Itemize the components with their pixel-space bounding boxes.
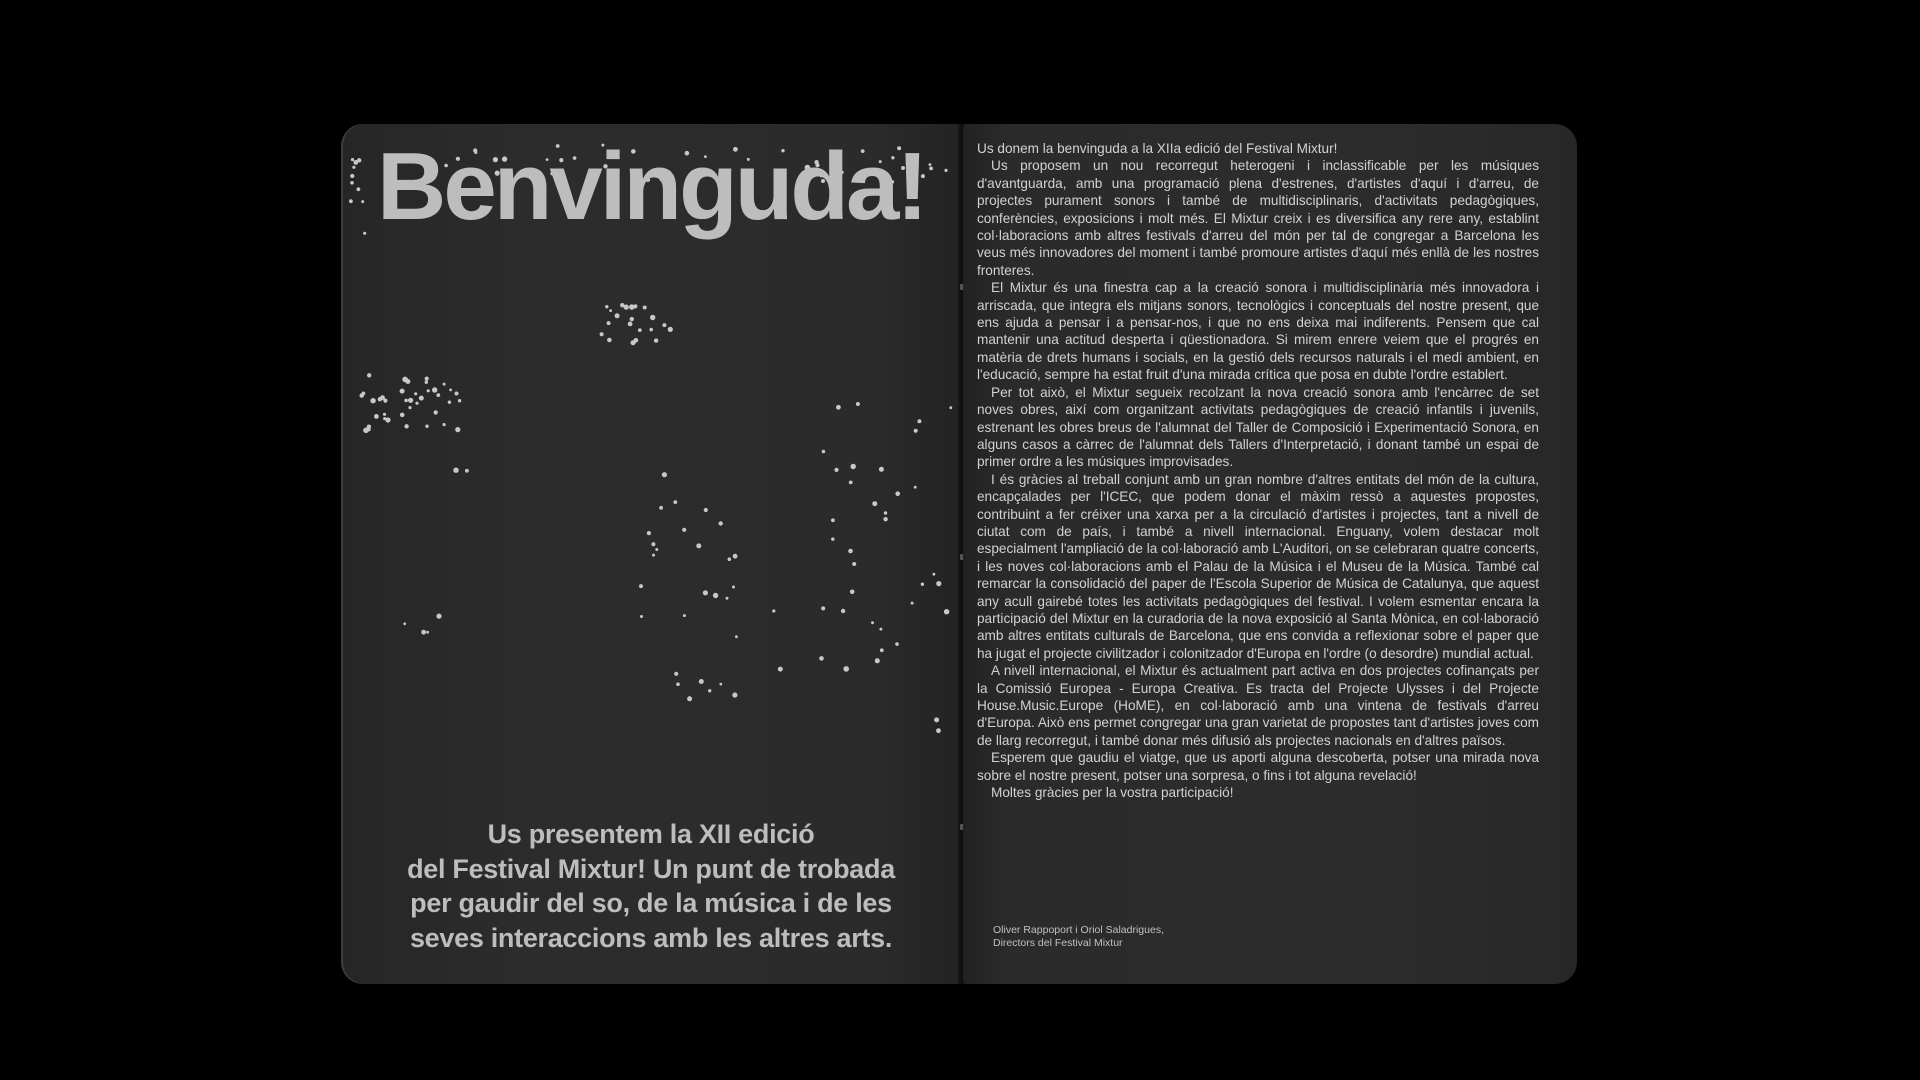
decorative-dot bbox=[650, 315, 655, 320]
decorative-dot bbox=[921, 583, 924, 586]
decorative-dot bbox=[453, 468, 458, 473]
intro-line: seves interaccions amb les altres arts. bbox=[409, 922, 893, 953]
decorative-dot bbox=[851, 464, 856, 469]
decorative-dot bbox=[914, 429, 918, 433]
decorative-dot bbox=[374, 414, 379, 419]
decorative-dot bbox=[426, 631, 429, 634]
decorative-dot bbox=[349, 199, 353, 203]
decorative-dot bbox=[735, 635, 738, 638]
paragraph: I és gràcies al treball conjunt amb un gran nombre d'altres entitats del món de la cultura, encapçalades per l'ICEC, que podem donar el màxim ressò a aquestes propostes, contribuint a fer créixer una xarxa per a la circulació d'artistes i projectes, tant a nivell de ciutat com de país, i també a nivell internacional. Enguany, volem destacar molt especialment l'ampliació de la col·laboració amb L'Auditori, on se celebraran quatre concerts, i les noves col·laboracions amb el Palau de la Música i el Museu de la Música. També cal remarcar la consolidació del paper de l'Escola Superior de Música de Catalunya, que aquest any acull gairebé totes les activitats pedagògiques del festival. I volem esmentar encara la participació del Mixtur en la curadoria de la nova exposició al Santa Mònica, en col·laboració amb altres entitats culturals de Barcelona, que ens convida a reflexionar sobre el paper que ha jugat el projecte civilitzador i colonitzador d'Europa en l'ordre (o desordre) mundial actual. bbox=[977, 471, 1539, 661]
intro-line: per gaudir del so, de la música i de les bbox=[410, 888, 892, 918]
paragraph: Esperem que gaudiu el viatge, que us aporti alguna descoberta, potser una mirada nova sobre el nostre present, potser una sorpresa, o fins i tot alguna revelació! bbox=[977, 750, 1539, 783]
paragraph: Moltes gràcies per la vostra participació! bbox=[991, 785, 1234, 801]
decorative-dot bbox=[643, 306, 647, 310]
decorative-dot bbox=[687, 696, 692, 701]
booklet-spread bbox=[341, 124, 1577, 984]
decorative-dot bbox=[427, 389, 430, 392]
decorative-dot bbox=[655, 548, 658, 551]
decorative-dot bbox=[929, 167, 933, 171]
decorative-dot bbox=[936, 728, 941, 733]
decorative-dot bbox=[628, 322, 633, 327]
decorative-dot bbox=[615, 313, 620, 318]
decorative-dot bbox=[380, 395, 385, 400]
decorative-dot bbox=[620, 303, 624, 307]
decorative-dot bbox=[703, 590, 708, 595]
decorative-dot bbox=[649, 328, 653, 332]
decorative-dot bbox=[629, 304, 635, 310]
intro-line: del Festival Mixtur! Un punt de trobada bbox=[407, 853, 895, 884]
decorative-dot bbox=[455, 427, 460, 432]
decorative-dot bbox=[875, 658, 880, 663]
decorative-dot bbox=[421, 630, 426, 635]
decorative-dot bbox=[696, 543, 701, 548]
decorative-dot bbox=[843, 666, 849, 672]
decorative-dot bbox=[607, 338, 612, 343]
decorative-dot bbox=[841, 609, 845, 613]
decorative-dot bbox=[883, 517, 887, 521]
decorative-dot bbox=[719, 521, 723, 525]
signature-names: Oliver Rappoport i Oriol Saladrigues, bbox=[993, 924, 1164, 936]
decorative-dot bbox=[640, 615, 643, 618]
decorative-dot bbox=[676, 682, 680, 686]
decorative-dot bbox=[370, 398, 375, 403]
decorative-dot bbox=[425, 381, 428, 384]
decorative-dot bbox=[732, 692, 737, 697]
decorative-dot bbox=[448, 401, 451, 404]
decorative-dot bbox=[944, 609, 949, 614]
decorative-dot bbox=[455, 392, 459, 396]
decorative-dot bbox=[652, 554, 655, 557]
left-page bbox=[341, 124, 961, 984]
decorative-dot bbox=[350, 174, 354, 178]
decorative-dot bbox=[668, 327, 673, 332]
decorative-dot bbox=[465, 469, 469, 473]
decorative-dot bbox=[436, 393, 440, 397]
decorative-dot bbox=[728, 557, 732, 561]
decorative-dot bbox=[831, 537, 834, 540]
signature-role: Directors del Festival Mixtur bbox=[993, 937, 1123, 949]
decorative-dot bbox=[400, 389, 405, 394]
decorative-dot bbox=[631, 340, 636, 345]
decorative-dot bbox=[436, 614, 441, 619]
decorative-dot bbox=[778, 667, 783, 672]
decorative-dot bbox=[872, 501, 877, 506]
decorative-dot bbox=[363, 232, 366, 235]
decorative-dot bbox=[405, 379, 410, 384]
decorative-dot bbox=[929, 163, 932, 166]
decorative-dot bbox=[662, 323, 666, 327]
decorative-dot bbox=[836, 405, 841, 410]
paragraph: A nivell internacional, el Mixtur és actualment part activa en dos projectes cofinançats per la Comissió Europea - Europa Creativa. Es tracta del Projecte Ulysses i del Projecte House.Music.Europe (HoME), en col·laboració amb una vintena de festivals d'arreu d'Europa. Això ens permet congregar una gran varietat de propostes tant d'artistes joves com de llarg recorregut, i també donar més difusió als projectes nacionals en d'altres països. bbox=[977, 663, 1539, 748]
decorative-dot bbox=[880, 648, 884, 652]
decorative-dot bbox=[630, 317, 634, 321]
decorative-dot bbox=[852, 562, 856, 566]
decorative-dot bbox=[682, 528, 686, 532]
decorative-dot bbox=[674, 672, 678, 676]
decorative-dot bbox=[404, 424, 408, 428]
decorative-dot bbox=[822, 450, 826, 454]
decorative-dot bbox=[699, 679, 704, 684]
decorative-dot bbox=[419, 396, 424, 401]
decorative-dot bbox=[408, 406, 411, 409]
decorative-dot bbox=[432, 387, 437, 392]
right-page bbox=[963, 124, 1577, 984]
decorative-dot bbox=[895, 642, 899, 646]
decorative-dot bbox=[949, 406, 952, 409]
decorative-dot bbox=[659, 506, 663, 510]
decorative-dot bbox=[662, 472, 667, 477]
decorative-dot bbox=[449, 389, 452, 392]
decorative-dot bbox=[713, 593, 718, 598]
decorative-dot bbox=[357, 187, 361, 191]
decorative-dot bbox=[917, 419, 921, 423]
decorative-dot bbox=[639, 584, 643, 588]
decorative-dot bbox=[458, 399, 461, 402]
decorative-dot bbox=[367, 428, 370, 431]
decorative-dot bbox=[850, 590, 855, 595]
decorative-dot bbox=[360, 393, 364, 397]
decorative-dot bbox=[654, 338, 658, 342]
decorative-dot bbox=[638, 328, 642, 332]
decorative-dot bbox=[600, 332, 604, 336]
decorative-dot bbox=[879, 628, 882, 631]
decorative-dot bbox=[351, 158, 354, 161]
decorative-dot bbox=[732, 586, 735, 589]
decorative-dot bbox=[726, 597, 729, 600]
decorative-dot bbox=[425, 425, 428, 428]
decorative-dot bbox=[434, 410, 438, 414]
decorative-dot bbox=[647, 531, 651, 535]
decorative-dot bbox=[357, 158, 361, 162]
decorative-dot bbox=[911, 602, 914, 605]
decorative-dot bbox=[933, 573, 936, 576]
intro-statement bbox=[351, 817, 951, 955]
decorative-dot bbox=[914, 486, 917, 489]
decorative-dot bbox=[408, 398, 413, 403]
page-title: Benvinguda! bbox=[377, 133, 926, 240]
decorative-dot bbox=[871, 621, 874, 624]
decorative-dot bbox=[848, 549, 853, 554]
decorative-dot bbox=[400, 413, 405, 418]
decorative-dot bbox=[361, 200, 364, 203]
decorative-dot bbox=[605, 305, 608, 308]
decorative-dot bbox=[403, 622, 406, 625]
decorative-dot bbox=[415, 402, 418, 405]
decorative-dot bbox=[821, 606, 825, 610]
decorative-dot bbox=[350, 181, 354, 185]
decorative-dot bbox=[944, 169, 947, 172]
decorative-dot bbox=[895, 491, 900, 496]
decorative-dot bbox=[879, 467, 884, 472]
decorative-dot bbox=[383, 413, 386, 416]
decorative-dot bbox=[443, 423, 446, 426]
decorative-dot bbox=[609, 309, 612, 312]
decorative-dot bbox=[404, 399, 408, 403]
decorative-dot bbox=[831, 518, 835, 522]
decorative-dot bbox=[425, 377, 429, 381]
decorative-dot bbox=[385, 417, 390, 422]
paragraph-lead: Us donem la benvinguda a la XIIa edició del Festival Mixtur! bbox=[977, 141, 1338, 156]
paragraph: Per tot això, el Mixtur segueix recolzant la nova creació sonora amb l'encàrrec de set noves obres, així com organitzant activitats pedagògiques de creació infantils i juvenils, estrenant les obres breus de l'alumnat del Taller de Composició i Experimentació Sonora, en alguns casos a càrrec de l'alumnat dels Tallers d'Interpretació, i donant també un espai de primer ordre a les músiques improvisades. bbox=[977, 384, 1539, 470]
decorative-dot bbox=[733, 554, 738, 559]
decorative-dot bbox=[651, 542, 655, 546]
paragraph: Us proposem un nou recorregut heterogeni i inclassificable per les músiques d'avantguarda, amb una programació plena d'estrenes, d'artistes d'aquí i d'arreu, de projectes purament sonors i també de multidisciplinaris, d'activitats pedagògiques, conferències, exposicions i molt més. El Mixtur creix i es diversifica any rere any, establint col·laboracions amb altres festivals d'arreu del món per tal de congregar a Barcelona les veus més innovadores del moment i també promoure artistes d'aquí més enllà de les nostres fronteres. bbox=[977, 158, 1539, 278]
decorative-dot bbox=[834, 468, 838, 472]
decorative-dot bbox=[443, 383, 446, 386]
decorative-dot bbox=[704, 508, 708, 512]
decorative-dot bbox=[719, 683, 722, 686]
decorative-dot bbox=[849, 481, 853, 485]
paragraph: El Mixtur és una finestra cap a la creació sonora i multidisciplinària més innovadora i arriscada, que integra els mitjans sonors, tecnològics i conceptuals del nostre present, que ens ajuda a pensar i a pensar-nos, i que no ens deixa mai indiferents. Pensem que cal mantenir una actitud desperta i qüestionadora. Si mirem enrere veiem que el progrés en matèria de drets humans i socials, en la gestió dels recursos naturals i el medi ambient, en l'educació, sempre ha estat fruit d'una mirada crítica que posa en dubte l'ordre establert. bbox=[977, 280, 1539, 383]
decorative-dot bbox=[683, 614, 686, 617]
welcome-text bbox=[977, 140, 1539, 801]
decorative-dot bbox=[934, 717, 939, 722]
decorative-dot bbox=[352, 166, 355, 169]
intro-line: Us presentem la XII edició bbox=[487, 819, 815, 849]
decorative-dot bbox=[936, 581, 941, 586]
decorative-dot bbox=[414, 392, 417, 395]
decorative-dot bbox=[673, 500, 677, 504]
decorative-dot bbox=[819, 656, 824, 661]
decorative-dot bbox=[856, 402, 860, 406]
decorative-dot bbox=[884, 511, 887, 514]
decorative-dot bbox=[367, 373, 371, 377]
decorative-dot bbox=[772, 609, 775, 612]
decorative-dot bbox=[708, 689, 711, 692]
decorative-dot bbox=[607, 321, 611, 325]
signature bbox=[993, 924, 1164, 950]
